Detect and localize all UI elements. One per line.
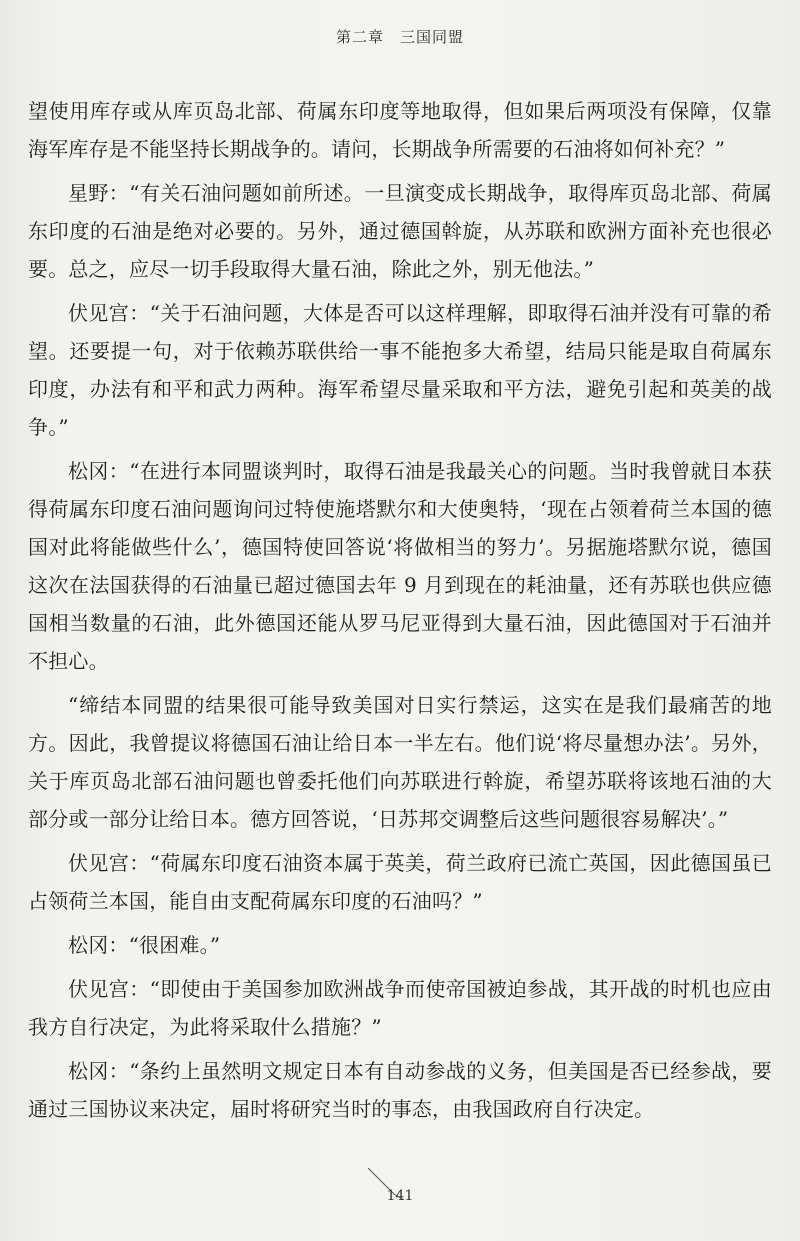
- body-text: [28, 92, 772, 1134]
- paragraph: 伏见宫：“即使由于美国参加欧洲战争而使帝国被迫参战，其开战的时机也应由我方自行决定，为此将采取什么措施？”: [28, 977, 772, 1039]
- paragraph: 松冈：“条约上虽然明文规定日本有自动参战的义务，但美国是否已经参战，要通过三国协议来决定，届时将研究当时的事态，由我国政府自行决定。: [28, 1059, 772, 1121]
- page-footer: [0, 1160, 800, 1220]
- paragraph: “缔结本同盟的结果很可能导致美国对日实行禁运，这实在是我们最痛苦的地方。因此，我曾提议将德国石油让给日本一半左右。他们说‘将尽量想办法’。另外，关于库页岛北部石油问题也曾委托他们向苏联进行斡旋，希望苏联将该地石油的大部分或一部分让给日本。德方回答说，‘日苏邦交调整后这些问题很容易解决’。”: [28, 693, 772, 831]
- paragraph: 伏见宫：“荷属东印度石油资本属于英美，荷兰政府已流亡英国，因此德国虽已占领荷兰本国，能自由支配荷属东印度的石油吗？”: [28, 851, 772, 913]
- paragraph: 松冈：“很困难。”: [68, 933, 221, 957]
- paragraph: 伏见宫：“关于石油问题，大体是否可以这样理解，即取得石油并没有可靠的希望。还要提一句，对于依赖苏联供给一事不能抱多大希望，结局只能是取自荷属东印度，办法有和平和武力两种。海军希望尽量采取和平方法，避免引起和英美的战争。”: [28, 301, 772, 439]
- paragraph-continued: 望使用库存或从库页岛北部、荷属东印度等地取得，但如果后两项没有保障，仅靠海军库存是不能坚持长期战争的。请问，长期战争所需要的石油将如何补充？”: [28, 99, 772, 161]
- running-header: 第二章 三国同盟: [335, 28, 464, 46]
- paragraph: 星野：“有关石油问题如前所述。一旦演变成长期战争，取得库页岛北部、荷属东印度的石油是绝对必要的。另外，通过德国斡旋，从苏联和欧洲方面补充也很必要。总之，应尽一切手段取得大量石油，除此之外，别无他法。”: [28, 181, 772, 281]
- page-number: 141: [386, 1188, 414, 1204]
- paragraph: 松冈：“在进行本同盟谈判时，取得石油是我最关心的问题。当时我曾就日本获得荷属东印度石油问题询问过特使施塔默尔和大使奥特，‘现在占领着荷兰本国的德国对此将能做些什么’，德国特使回答说‘将做相当的努力’。另据施塔默尔说，德国这次在法国获得的石油量已超过德国去年 9 月到现在的耗油量，还有苏联也供应德国相当数量的石油，此外德国还能从罗马尼亚得到大量石油，因此德国对于石油并不担心。: [28, 459, 772, 673]
